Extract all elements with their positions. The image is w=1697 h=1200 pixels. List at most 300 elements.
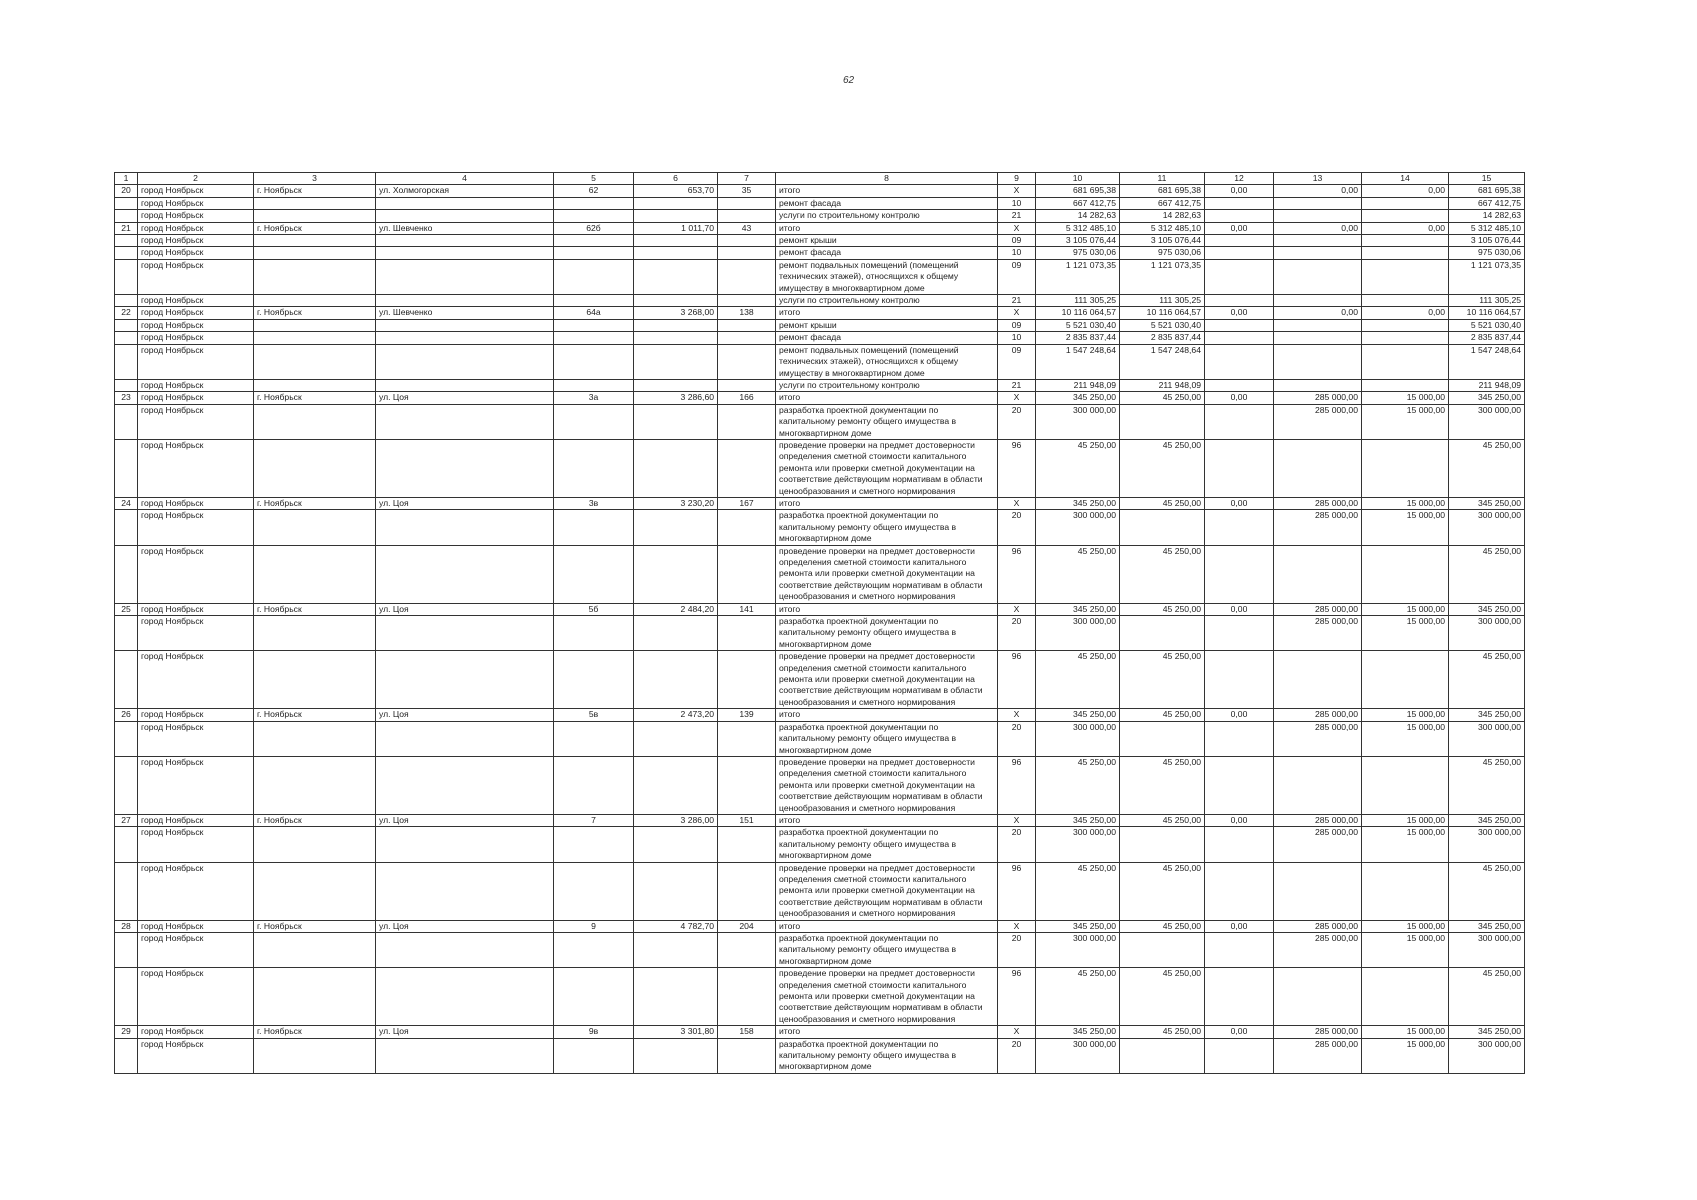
table-cell: [634, 651, 718, 709]
table-cell: г. Ноябрьск: [254, 307, 376, 319]
table-cell: [1362, 968, 1449, 1026]
table-cell: [1205, 862, 1274, 920]
table-cell: [376, 651, 554, 709]
table-cell: 45 250,00: [1120, 862, 1205, 920]
table-cell: [634, 259, 718, 294]
table-cell: [254, 332, 376, 344]
table-cell: [554, 235, 634, 247]
table-cell: 300 000,00: [1449, 404, 1525, 439]
table-cell: проведение проверки на предмет достоверности определения сметной стоимости капитального ремонта или проверки сметной документации на соответствие действующим нормативам в области ценообразования и сметного нормирования: [776, 862, 998, 920]
table-row: [115, 862, 1525, 920]
table-cell: [634, 379, 718, 391]
table-cell: [718, 968, 776, 1026]
table-cell: 5 312 485,10: [1449, 222, 1525, 234]
table-cell: [1205, 247, 1274, 259]
table-cell: [554, 439, 634, 497]
table-cell: [1362, 197, 1449, 209]
table-cell: 21: [115, 222, 138, 234]
table-cell: [376, 510, 554, 545]
table-cell: 15 000,00: [1362, 721, 1449, 756]
table-cell: [1205, 616, 1274, 651]
table-cell: 111 305,25: [1120, 295, 1205, 307]
table-cell: [1205, 344, 1274, 379]
table-cell: 345 250,00: [1036, 709, 1120, 721]
table-cell: [554, 319, 634, 331]
column-number-header: 5: [554, 173, 634, 185]
table-cell: 2 835 837,44: [1449, 332, 1525, 344]
column-number-header: 2: [138, 173, 254, 185]
table-cell: 20: [998, 827, 1036, 862]
table-cell: 09: [998, 344, 1036, 379]
table-cell: [554, 862, 634, 920]
table-cell: 1 121 073,35: [1120, 259, 1205, 294]
table-cell: [115, 379, 138, 391]
table-cell: 3 286,60: [634, 392, 718, 404]
table-row: [115, 379, 1525, 391]
table-cell: город Ноябрьск: [138, 862, 254, 920]
table-cell: 0,00: [1205, 814, 1274, 826]
table-cell: 345 250,00: [1449, 920, 1525, 932]
table-cell: 285 000,00: [1274, 920, 1362, 932]
table-cell: [1274, 332, 1362, 344]
table-cell: 45 250,00: [1120, 651, 1205, 709]
table-cell: 3 105 076,44: [1449, 235, 1525, 247]
table-cell: город Ноябрьск: [138, 235, 254, 247]
table-cell: город Ноябрьск: [138, 721, 254, 756]
table-cell: проведение проверки на предмет достоверности определения сметной стоимости капитального ремонта или проверки сметной документации на соответствие действующим нормативам в области ценообразования и сметного нормирования: [776, 968, 998, 1026]
table-cell: 285 000,00: [1274, 603, 1362, 615]
table-cell: [376, 721, 554, 756]
table-cell: 9: [554, 920, 634, 932]
table-cell: [1362, 210, 1449, 222]
table-cell: 45 250,00: [1036, 756, 1120, 814]
table-cell: 45 250,00: [1036, 968, 1120, 1026]
table-cell: разработка проектной документации по капитальному ремонту общего имущества в многоквартирном доме: [776, 721, 998, 756]
table-cell: 20: [998, 1038, 1036, 1073]
table-cell: [1362, 295, 1449, 307]
table-cell: [376, 439, 554, 497]
table-cell: [115, 295, 138, 307]
table-cell: ул. Цоя: [376, 814, 554, 826]
table-cell: 15 000,00: [1362, 616, 1449, 651]
table-cell: [115, 235, 138, 247]
table-cell: г. Ноябрьск: [254, 814, 376, 826]
table-row: [115, 295, 1525, 307]
table-row: [115, 235, 1525, 247]
table-cell: [376, 933, 554, 968]
header-row: [115, 173, 1525, 185]
table-cell: [634, 862, 718, 920]
table-cell: 20: [998, 721, 1036, 756]
column-number-header: 6: [634, 173, 718, 185]
table-cell: 96: [998, 545, 1036, 603]
table-cell: 285 000,00: [1274, 709, 1362, 721]
table-cell: 5 521 030,40: [1449, 319, 1525, 331]
column-number-header: 9: [998, 173, 1036, 185]
table-cell: [1205, 259, 1274, 294]
table-cell: 22: [115, 307, 138, 319]
table-cell: [115, 756, 138, 814]
table-cell: услуги по строительному контролю: [776, 379, 998, 391]
table-cell: 975 030,06: [1036, 247, 1120, 259]
table-cell: [254, 210, 376, 222]
table-cell: [376, 319, 554, 331]
table-cell: [554, 721, 634, 756]
table-cell: 0,00: [1205, 497, 1274, 509]
table-cell: X: [998, 497, 1036, 509]
table-cell: 64а: [554, 307, 634, 319]
table-cell: г. Ноябрьск: [254, 497, 376, 509]
table-cell: 45 250,00: [1120, 497, 1205, 509]
table-row: [115, 1038, 1525, 1073]
table-cell: 45 250,00: [1120, 603, 1205, 615]
table-cell: ул. Цоя: [376, 392, 554, 404]
table-cell: [554, 295, 634, 307]
table-cell: [1205, 235, 1274, 247]
table-cell: [254, 651, 376, 709]
table-cell: 0,00: [1362, 307, 1449, 319]
table-cell: 45 250,00: [1449, 756, 1525, 814]
column-number-header: 11: [1120, 173, 1205, 185]
table-cell: [634, 404, 718, 439]
table-cell: 20: [998, 616, 1036, 651]
table-cell: [1274, 439, 1362, 497]
table-cell: город Ноябрьск: [138, 1038, 254, 1073]
table-cell: [718, 344, 776, 379]
table-cell: [254, 756, 376, 814]
table-cell: услуги по строительному контролю: [776, 210, 998, 222]
table-cell: [634, 616, 718, 651]
table-cell: 0,00: [1362, 222, 1449, 234]
table-row: [115, 259, 1525, 294]
table-cell: [554, 510, 634, 545]
column-number-header: 7: [718, 173, 776, 185]
table-cell: 20: [115, 185, 138, 197]
table-cell: 285 000,00: [1274, 721, 1362, 756]
table-cell: 300 000,00: [1036, 616, 1120, 651]
table-cell: [1274, 344, 1362, 379]
table-row: [115, 651, 1525, 709]
table-cell: [1274, 545, 1362, 603]
table-cell: город Ноябрьск: [138, 197, 254, 209]
table-cell: [718, 247, 776, 259]
table-cell: [254, 259, 376, 294]
column-number-header: 13: [1274, 173, 1362, 185]
table-cell: г. Ноябрьск: [254, 222, 376, 234]
table-cell: город Ноябрьск: [138, 185, 254, 197]
table-cell: 15 000,00: [1362, 814, 1449, 826]
table-cell: [554, 379, 634, 391]
table-cell: [1205, 721, 1274, 756]
table-cell: 45 250,00: [1449, 651, 1525, 709]
table-cell: [634, 933, 718, 968]
table-cell: город Ноябрьск: [138, 344, 254, 379]
table-cell: [1274, 210, 1362, 222]
table-cell: 25: [115, 603, 138, 615]
table-cell: [718, 210, 776, 222]
table-cell: [634, 247, 718, 259]
table-cell: 21: [998, 295, 1036, 307]
table-cell: 4 782,70: [634, 920, 718, 932]
table-cell: [1120, 721, 1205, 756]
table-cell: 0,00: [1205, 185, 1274, 197]
table-cell: 345 250,00: [1449, 497, 1525, 509]
table-row-total: [115, 307, 1525, 319]
table-cell: 20: [998, 510, 1036, 545]
table-cell: [634, 295, 718, 307]
table-cell: город Ноябрьск: [138, 616, 254, 651]
table-row-total: [115, 222, 1525, 234]
table-cell: X: [998, 603, 1036, 615]
table-cell: 45 250,00: [1036, 651, 1120, 709]
table-cell: ремонт подвальных помещений (помещений технических этажей), относящихся к общему имуществу в многоквартирном доме: [776, 259, 998, 294]
table-cell: 0,00: [1274, 307, 1362, 319]
table-cell: [1362, 379, 1449, 391]
table-cell: ремонт фасада: [776, 197, 998, 209]
table-cell: ул. Цоя: [376, 920, 554, 932]
table-cell: 35: [718, 185, 776, 197]
table-cell: 285 000,00: [1274, 404, 1362, 439]
table-cell: [634, 210, 718, 222]
table-cell: 15 000,00: [1362, 709, 1449, 721]
table-cell: 345 250,00: [1036, 920, 1120, 932]
table-cell: X: [998, 392, 1036, 404]
table-cell: [718, 510, 776, 545]
table-cell: 667 412,75: [1120, 197, 1205, 209]
table-cell: [254, 862, 376, 920]
table-row: [115, 319, 1525, 331]
table-cell: [115, 344, 138, 379]
table-cell: [554, 247, 634, 259]
table-cell: X: [998, 920, 1036, 932]
table-cell: 345 250,00: [1449, 709, 1525, 721]
table-cell: 45 250,00: [1120, 1026, 1205, 1038]
table-cell: [115, 545, 138, 603]
table-cell: 300 000,00: [1449, 1038, 1525, 1073]
table-cell: 45 250,00: [1036, 545, 1120, 603]
table-cell: [376, 545, 554, 603]
table-cell: 345 250,00: [1449, 1026, 1525, 1038]
table-cell: разработка проектной документации по капитальному ремонту общего имущества в многоквартирном доме: [776, 1038, 998, 1073]
table-cell: 3 105 076,44: [1036, 235, 1120, 247]
table-cell: 45 250,00: [1120, 920, 1205, 932]
table-cell: 204: [718, 920, 776, 932]
table-cell: [1120, 616, 1205, 651]
table-cell: [718, 439, 776, 497]
table-cell: [718, 862, 776, 920]
table-cell: 26: [115, 709, 138, 721]
table-cell: [1120, 933, 1205, 968]
table-cell: итого: [776, 1026, 998, 1038]
table-cell: 345 250,00: [1036, 1026, 1120, 1038]
table-cell: [254, 933, 376, 968]
table-cell: ул. Цоя: [376, 709, 554, 721]
table-cell: 15 000,00: [1362, 1026, 1449, 1038]
table-cell: [1362, 259, 1449, 294]
table-cell: [718, 756, 776, 814]
table-cell: 158: [718, 1026, 776, 1038]
table-cell: 1 011,70: [634, 222, 718, 234]
table-cell: 300 000,00: [1449, 721, 1525, 756]
table-row-total: [115, 920, 1525, 932]
table-cell: [254, 247, 376, 259]
table-cell: X: [998, 307, 1036, 319]
table-cell: [376, 756, 554, 814]
table-cell: город Ноябрьск: [138, 510, 254, 545]
table-cell: 15 000,00: [1362, 497, 1449, 509]
table-cell: 345 250,00: [1449, 603, 1525, 615]
table-cell: город Ноябрьск: [138, 379, 254, 391]
table-cell: [115, 827, 138, 862]
table-cell: [554, 968, 634, 1026]
table-cell: 10: [998, 332, 1036, 344]
table-cell: город Ноябрьск: [138, 319, 254, 331]
table-cell: 1 547 248,64: [1120, 344, 1205, 379]
table-cell: [1205, 545, 1274, 603]
table-cell: 300 000,00: [1036, 404, 1120, 439]
table-cell: ремонт фасада: [776, 332, 998, 344]
table-cell: 285 000,00: [1274, 827, 1362, 862]
table-cell: город Ноябрьск: [138, 968, 254, 1026]
table-cell: [634, 968, 718, 1026]
table-cell: 111 305,25: [1449, 295, 1525, 307]
table-cell: ул. Холмогорская: [376, 185, 554, 197]
table-cell: ул. Шевченко: [376, 222, 554, 234]
table-cell: 300 000,00: [1036, 510, 1120, 545]
table-cell: [1274, 259, 1362, 294]
table-cell: город Ноябрьск: [138, 295, 254, 307]
table-cell: [1205, 295, 1274, 307]
table-cell: 0,00: [1205, 222, 1274, 234]
table-cell: [1205, 404, 1274, 439]
table-cell: [254, 379, 376, 391]
table-cell: [376, 1038, 554, 1073]
table-cell: 45 250,00: [1449, 545, 1525, 603]
table-cell: 21: [998, 210, 1036, 222]
table-cell: [634, 439, 718, 497]
table-cell: [254, 721, 376, 756]
table-cell: [554, 1038, 634, 1073]
table-cell: 3 286,00: [634, 814, 718, 826]
table-cell: [254, 197, 376, 209]
table-cell: 10 116 064,57: [1120, 307, 1205, 319]
table-cell: 166: [718, 392, 776, 404]
table-cell: [1274, 235, 1362, 247]
table-cell: [376, 210, 554, 222]
table-cell: [1362, 332, 1449, 344]
table-cell: ул. Цоя: [376, 497, 554, 509]
table-cell: 15 000,00: [1362, 933, 1449, 968]
table-cell: 5 312 485,10: [1120, 222, 1205, 234]
table-cell: [1205, 1038, 1274, 1073]
table-cell: [1120, 1038, 1205, 1073]
table-cell: [115, 404, 138, 439]
table-cell: [115, 862, 138, 920]
table-cell: 653,70: [634, 185, 718, 197]
table-cell: [254, 510, 376, 545]
table-cell: город Ноябрьск: [138, 497, 254, 509]
table-cell: 345 250,00: [1036, 814, 1120, 826]
table-cell: 0,00: [1274, 222, 1362, 234]
table-cell: 138: [718, 307, 776, 319]
table-cell: разработка проектной документации по капитальному ремонту общего имущества в многоквартирном доме: [776, 933, 998, 968]
table-cell: [718, 295, 776, 307]
table-cell: ул. Цоя: [376, 603, 554, 615]
table-cell: 681 695,38: [1449, 185, 1525, 197]
table-cell: 1 121 073,35: [1036, 259, 1120, 294]
table-cell: г. Ноябрьск: [254, 185, 376, 197]
table-cell: ремонт крыши: [776, 235, 998, 247]
table-cell: [376, 197, 554, 209]
table-cell: 1 547 248,64: [1449, 344, 1525, 379]
table-cell: город Ноябрьск: [138, 545, 254, 603]
table-cell: [554, 827, 634, 862]
table-cell: [1205, 827, 1274, 862]
table-cell: 3 268,00: [634, 307, 718, 319]
table-cell: 15 000,00: [1362, 1038, 1449, 1073]
table-cell: город Ноябрьск: [138, 392, 254, 404]
table-cell: [634, 319, 718, 331]
table-cell: [554, 651, 634, 709]
table-cell: [1362, 247, 1449, 259]
table-cell: 7: [554, 814, 634, 826]
table-cell: 45 250,00: [1449, 862, 1525, 920]
table-cell: 45 250,00: [1449, 439, 1525, 497]
table-cell: город Ноябрьск: [138, 814, 254, 826]
table-cell: 14 282,63: [1036, 210, 1120, 222]
table-cell: [1362, 651, 1449, 709]
table-cell: 14 282,63: [1120, 210, 1205, 222]
table-cell: город Ноябрьск: [138, 920, 254, 932]
table-cell: [718, 545, 776, 603]
table-cell: 151: [718, 814, 776, 826]
table-cell: 285 000,00: [1274, 497, 1362, 509]
table-cell: [634, 510, 718, 545]
table-cell: 3 230,20: [634, 497, 718, 509]
table-cell: 285 000,00: [1274, 392, 1362, 404]
table-cell: [554, 616, 634, 651]
table-cell: 667 412,75: [1449, 197, 1525, 209]
table-cell: [554, 344, 634, 379]
table-cell: г. Ноябрьск: [254, 603, 376, 615]
table-cell: разработка проектной документации по капитальному ремонту общего имущества в многоквартирном доме: [776, 827, 998, 862]
table-cell: 3 301,80: [634, 1026, 718, 1038]
table-cell: [554, 404, 634, 439]
table-cell: 300 000,00: [1449, 933, 1525, 968]
table-cell: [376, 616, 554, 651]
table-cell: 0,00: [1362, 185, 1449, 197]
table-cell: 09: [998, 259, 1036, 294]
table-cell: [115, 721, 138, 756]
table-cell: [254, 439, 376, 497]
table-row: [115, 247, 1525, 259]
column-number-header: 10: [1036, 173, 1120, 185]
table-cell: 43: [718, 222, 776, 234]
table-cell: 0,00: [1205, 920, 1274, 932]
table-cell: 15 000,00: [1362, 920, 1449, 932]
table-cell: [1362, 862, 1449, 920]
table-cell: ремонт крыши: [776, 319, 998, 331]
table-cell: 23: [115, 392, 138, 404]
table-cell: город Ноябрьск: [138, 247, 254, 259]
table-cell: 45 250,00: [1120, 756, 1205, 814]
table-cell: 96: [998, 862, 1036, 920]
table-cell: 111 305,25: [1036, 295, 1120, 307]
table-cell: итого: [776, 497, 998, 509]
table-cell: 45 250,00: [1120, 814, 1205, 826]
table-cell: 345 250,00: [1449, 392, 1525, 404]
table-cell: услуги по строительному контролю: [776, 295, 998, 307]
